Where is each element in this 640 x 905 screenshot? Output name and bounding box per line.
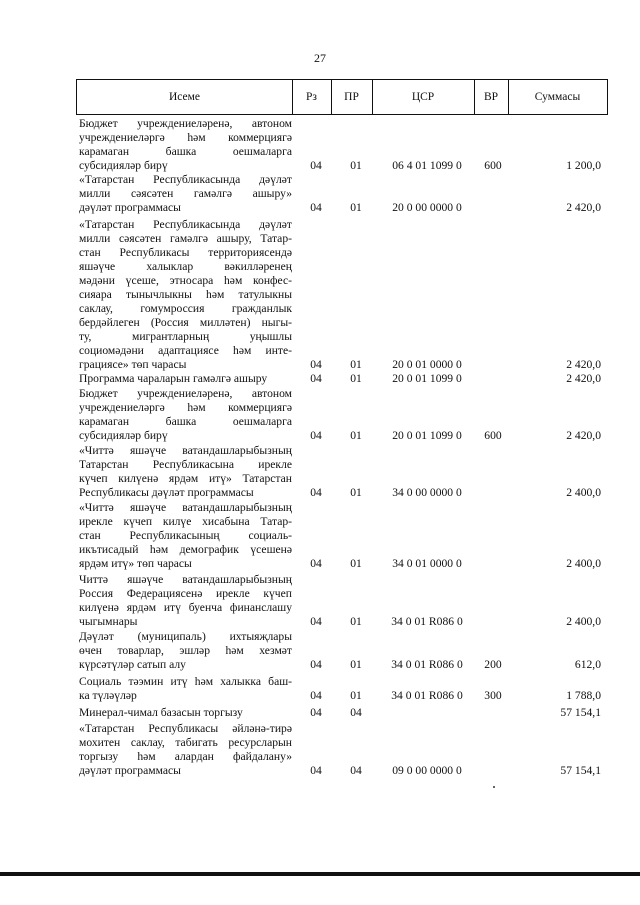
name-line: «Татарстан Республикасында дәүләт <box>79 218 292 231</box>
row-pr: 01 <box>350 689 362 702</box>
row-sum: 2 420,0 <box>566 429 601 442</box>
name-line: карамаган башка оешмаларга <box>79 145 292 158</box>
row-name <box>79 675 292 703</box>
header-csr: ЦСР <box>411 91 435 103</box>
name-line: ту, мигрантларның уңышлы <box>79 330 292 343</box>
row-csr: 20 0 01 1099 0 <box>392 429 462 442</box>
row-name <box>79 706 292 720</box>
row-csr: 20 0 00 0000 0 <box>392 201 462 214</box>
name-line: учреждениеләргә һәм коммерциягә <box>79 131 292 144</box>
name-line: Россия Федерациясенә ирекле күчеп <box>79 587 292 600</box>
row-pr: 01 <box>350 615 362 628</box>
row-sum: 2 400,0 <box>566 486 601 499</box>
row-csr: 09 0 00 0000 0 <box>392 764 462 777</box>
row-name <box>79 117 292 173</box>
name-line: саклау, гомумроссия гражданлык <box>79 302 292 315</box>
row-rz: 04 <box>310 764 322 777</box>
row-pr: 01 <box>350 372 362 385</box>
row-sum: 57 154,1 <box>560 764 601 777</box>
row-rz: 04 <box>310 689 322 702</box>
row-sum: 612,0 <box>574 658 601 671</box>
header-name: Исеме <box>168 91 201 103</box>
name-line: бердәйлеген (Россия милләтен) ныгы- <box>79 316 292 329</box>
page-number: 27 <box>314 51 326 65</box>
name-line: сияара тынычлыкны һәм татулыкны <box>79 288 292 301</box>
row-csr: 20 0 01 0000 0 <box>392 358 462 371</box>
name-line: килүенә ярдәм итү буенча финанслашу <box>79 601 292 614</box>
name-line: дәүләт программасы <box>79 201 181 214</box>
name-line: ярдәм итү» төп чарасы <box>79 557 192 570</box>
name-line: Республикасы дәүләт программасы <box>79 486 254 499</box>
row-rz: 04 <box>310 486 322 499</box>
name-line: күрсәтүләр сатып алу <box>79 658 186 671</box>
name-line: Социаль тәэмин итү һәм халыкка баш- <box>79 675 292 688</box>
name-line: яшәүче халыклар вәкилләренең <box>79 260 292 273</box>
name-line: учреждениеләргә һәм коммерциягә <box>79 401 292 414</box>
name-line: милли сәясәтен гамәлгә ашыру» <box>79 187 292 200</box>
row-csr: 34 0 01 R086 0 <box>391 615 463 628</box>
row-name <box>79 573 292 629</box>
row-rz: 04 <box>310 201 322 214</box>
row-sum: 2 420,0 <box>566 201 601 214</box>
name-line: грациясе» төп чарасы <box>79 358 187 371</box>
name-line: мохитен саклау, табигать ресурсларын <box>79 736 292 749</box>
name-line: Татарстан Республикасына ирекле <box>79 458 292 471</box>
name-line: торгызу һәм алардан файдалану» <box>79 750 292 763</box>
row-vr: 300 <box>484 689 502 702</box>
row-csr: 34 0 01 R086 0 <box>391 658 463 671</box>
name-line: стан Республикасы территориясендә <box>79 246 292 259</box>
row-sum: 57 154,1 <box>560 706 601 719</box>
name-line: социомәдәни адаптациясе һәм инте- <box>79 344 292 357</box>
scan-speck <box>493 786 495 788</box>
name-line: субсидияләр бирү <box>79 159 168 172</box>
name-line: Бюджет учреждениеләренә, автоном <box>79 387 292 400</box>
row-vr: 600 <box>484 159 502 172</box>
row-name <box>79 387 292 443</box>
header-sum: Суммасы <box>534 91 581 103</box>
name-line: субсидияләр бирү <box>79 429 168 442</box>
name-line: «Татарстан Республикасы әйләнә-тирә <box>79 722 292 735</box>
row-sum: 2 400,0 <box>566 615 601 628</box>
row-name <box>79 501 292 571</box>
name-line: Читтә яшәүче ватандашларыбызның <box>79 573 292 586</box>
header-pr: ПР <box>344 91 359 103</box>
row-vr: 200 <box>484 658 502 671</box>
name-line: «Татарстан Республикасында дәүләт <box>79 173 292 186</box>
name-line: стан Республикасының социаль- <box>79 529 292 542</box>
row-sum: 2 400,0 <box>566 557 601 570</box>
name-line: Минерал-чимал базасын торгызу <box>79 706 243 719</box>
name-line: дәүләт программасы <box>79 764 181 777</box>
row-name <box>79 173 292 215</box>
name-line: икътисадый һәм демографик үсешенә <box>79 543 292 556</box>
name-line: Программа чараларын гамәлгә ашыру <box>79 372 268 385</box>
row-csr: 34 0 00 0000 0 <box>392 486 462 499</box>
row-rz: 04 <box>310 429 322 442</box>
row-pr: 04 <box>350 764 362 777</box>
row-rz: 04 <box>310 706 322 719</box>
name-line: «Читтә яшәүче ватандашларыбызның <box>79 444 292 457</box>
row-pr: 01 <box>350 201 362 214</box>
row-pr: 01 <box>350 358 362 371</box>
name-line: ирекле күчеп килүе хисабына Татар- <box>79 515 292 528</box>
row-sum: 2 420,0 <box>566 372 601 385</box>
name-line: ка түләүләр <box>79 689 137 702</box>
row-rz: 04 <box>310 615 322 628</box>
name-line: карамаган башка оешмаларга <box>79 415 292 428</box>
row-pr: 01 <box>350 658 362 671</box>
header-rz: Рз <box>306 91 317 103</box>
row-name <box>79 372 292 386</box>
scan-bottom-edge <box>0 872 640 876</box>
row-csr: 06 4 01 1099 0 <box>392 159 462 172</box>
header-vr: ВР <box>483 91 499 103</box>
name-line: «Читтә яшәүче ватандашларыбызның <box>79 501 292 514</box>
row-rz: 04 <box>310 358 322 371</box>
row-name <box>79 722 292 778</box>
row-rz: 04 <box>310 372 322 385</box>
row-csr: 34 0 01 R086 0 <box>391 689 463 702</box>
name-line: күчеп килүенә ярдәм итү» Татарстан <box>79 472 292 485</box>
row-sum: 1 200,0 <box>566 159 601 172</box>
row-pr: 01 <box>350 159 362 172</box>
row-pr: 01 <box>350 557 362 570</box>
name-line: мәдәни үсеше, этносара һәм конфес- <box>79 274 292 287</box>
row-name <box>79 218 292 372</box>
name-line: чыгымнары <box>79 615 138 628</box>
row-pr: 01 <box>350 429 362 442</box>
row-rz: 04 <box>310 557 322 570</box>
row-pr: 01 <box>350 486 362 499</box>
name-line: милли сәясәтен гамәлгә ашыру, Татар- <box>79 232 292 245</box>
row-sum: 1 788,0 <box>566 689 601 702</box>
row-pr: 04 <box>350 706 362 719</box>
row-rz: 04 <box>310 159 322 172</box>
row-rz: 04 <box>310 658 322 671</box>
row-csr: 20 0 01 1099 0 <box>392 372 462 385</box>
row-name <box>79 630 292 672</box>
name-line: Дәүләт (муниципаль) ихтыяҗлары <box>79 630 292 643</box>
row-name <box>79 444 292 500</box>
row-csr: 34 0 01 0000 0 <box>392 557 462 570</box>
row-vr: 600 <box>484 429 502 442</box>
name-line: өчен товарлар, эшләр һәм хезмәт <box>79 644 292 657</box>
row-sum: 2 420,0 <box>566 358 601 371</box>
name-line: Бюджет учреждениеләренә, автоном <box>79 117 292 130</box>
